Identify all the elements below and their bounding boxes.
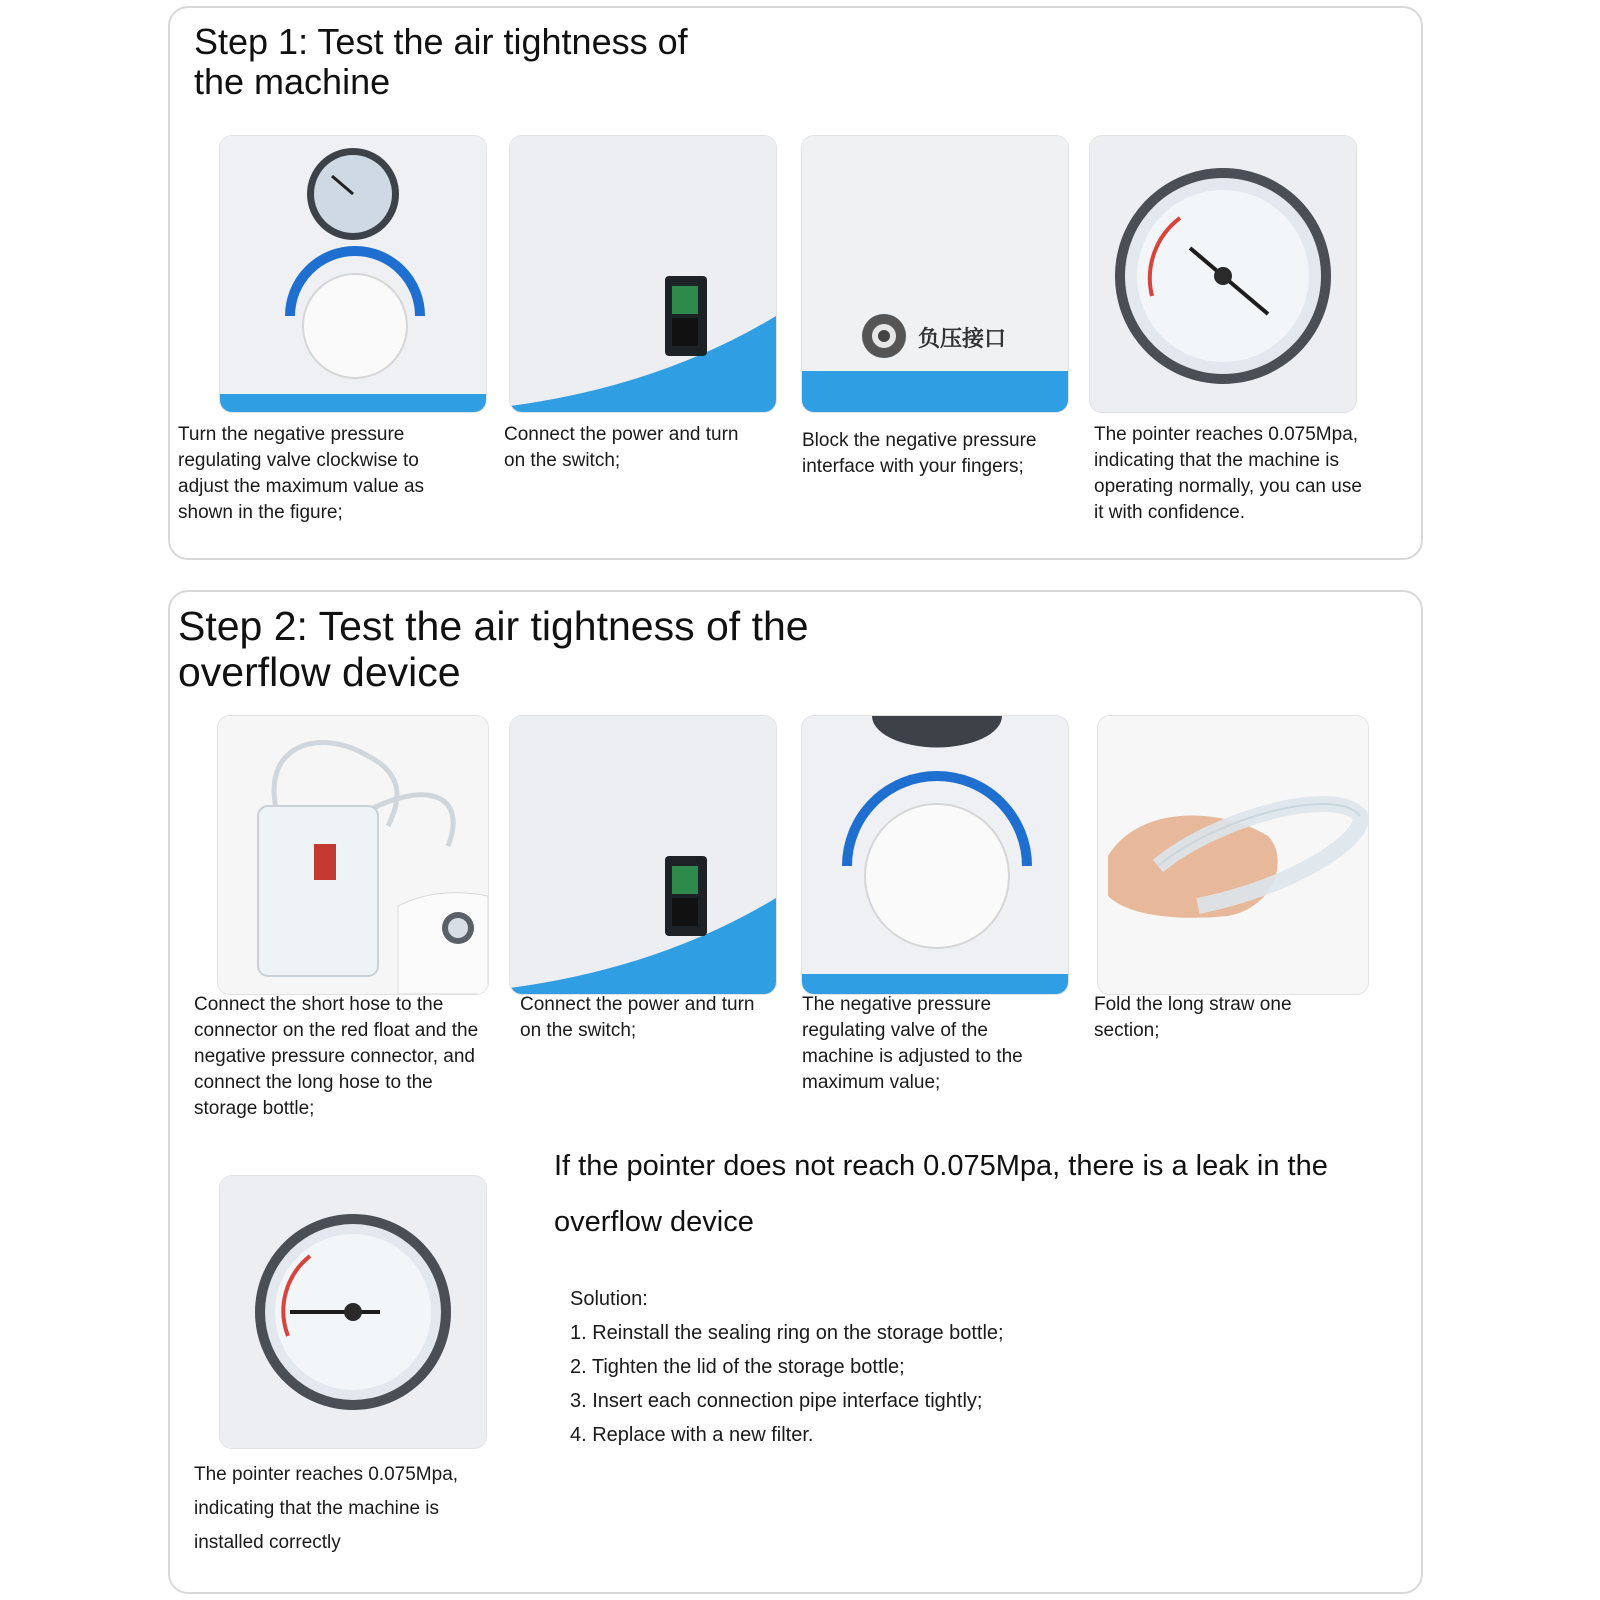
step1-photo-gauge-knob: [220, 136, 486, 412]
caption-line: regulating valve clockwise to: [178, 450, 419, 471]
leak-note: [554, 1138, 1414, 1250]
vacuum-gauge-icon: [1090, 136, 1356, 412]
valve-knob-icon: [802, 716, 1068, 994]
caption-line: Connect the power and turn: [520, 994, 755, 1015]
caption-line: Turn the negative pressure: [178, 424, 405, 445]
step1-caption-3: [802, 428, 1036, 480]
caption-line: interface with your fingers;: [802, 456, 1024, 477]
caption-line: connect the long hose to the: [194, 1072, 433, 1093]
vacuum-gauge-icon: [220, 1176, 486, 1448]
caption-line: negative pressure connector, and: [194, 1046, 475, 1067]
caption-line: The pointer reaches 0.075Mpa,: [194, 1464, 459, 1485]
step2-caption-2: [520, 992, 755, 1044]
caption-line: Connect the power and turn: [504, 424, 739, 445]
solution-heading: Solution:: [570, 1288, 648, 1310]
power-switch-icon: [510, 716, 776, 994]
step1-photo-vacuum-gauge: [1090, 136, 1356, 412]
caption-line: shown in the figure;: [178, 502, 343, 523]
interface-label: 负压接口: [918, 326, 1007, 351]
caption-line: on the switch;: [504, 450, 621, 471]
caption-line: regulating valve of the: [802, 1020, 988, 1041]
negative-pressure-interface-icon: [802, 136, 1068, 412]
step2-result-caption: [194, 1458, 458, 1560]
step2-photo-storage-bottle: [218, 716, 488, 994]
solution-step: 4. Replace with a new filter.: [570, 1424, 814, 1446]
step1-title-line-2: the machine: [194, 61, 391, 103]
pressure-gauge-and-valve-knob-icon: [220, 136, 486, 412]
caption-line: it with confidence.: [1094, 502, 1246, 523]
caption-line: The negative pressure: [802, 994, 992, 1015]
step2-photo-folded-straw: [1098, 716, 1368, 994]
step1-photo-interface: [802, 136, 1068, 412]
step1-title: [194, 22, 894, 103]
step2-panel: [168, 590, 1423, 1594]
caption-line: Fold the long straw one: [1094, 994, 1292, 1015]
step1-title-line-1: Step 1: Test the air tightness of: [194, 21, 688, 62]
caption-line: maximum value;: [802, 1072, 941, 1093]
leak-note-line-1: If the pointer does not reach 0.075Mpa, there is a leak in the: [554, 1150, 1328, 1182]
leak-note-line-2: overflow device: [554, 1206, 754, 1238]
solution-step: 3. Insert each connection pipe interface tightly;: [570, 1390, 983, 1412]
step2-photo-power-switch: [510, 716, 776, 994]
caption-line: connector on the red float and the: [194, 1020, 479, 1041]
caption-line: indicating that the machine is: [1094, 450, 1340, 471]
step2-title: [178, 604, 1078, 696]
step2-title-line-2: overflow device: [178, 648, 461, 695]
step1-caption-1: [178, 422, 424, 526]
step2-caption-1: [194, 992, 478, 1122]
step2-caption-4: [1094, 992, 1292, 1044]
step1-panel: [168, 6, 1423, 560]
step2-caption-3: [802, 992, 1023, 1096]
power-switch-icon: [510, 136, 776, 412]
step2-photo-result-gauge: [220, 1176, 486, 1448]
caption-line: machine is adjusted to the: [802, 1046, 1023, 1067]
step1-caption-4: [1094, 422, 1362, 526]
caption-line: Connect the short hose to the: [194, 994, 444, 1015]
step1-photo-power-switch: [510, 136, 776, 412]
caption-line: section;: [1094, 1020, 1160, 1041]
caption-line: adjust the maximum value as: [178, 476, 425, 497]
caption-line: Block the negative pressure: [802, 430, 1037, 451]
caption-line: operating normally, you can use: [1094, 476, 1362, 497]
solution-list: [570, 1282, 1004, 1452]
caption-line: storage bottle;: [194, 1098, 315, 1119]
caption-line: indicating that the machine is: [194, 1498, 440, 1519]
caption-line: installed correctly: [194, 1532, 341, 1553]
step2-title-line-1: Step 2: Test the air tightness of the: [178, 603, 809, 649]
step2-photo-valve-knob: [802, 716, 1068, 994]
step1-caption-2: [504, 422, 739, 474]
caption-line: The pointer reaches 0.075Mpa,: [1094, 424, 1359, 445]
folded-straw-in-hand-icon: [1098, 716, 1368, 994]
solution-step: 2. Tighten the lid of the storage bottle;: [570, 1356, 905, 1378]
caption-line: on the switch;: [520, 1020, 637, 1041]
storage-bottle-with-hoses-icon: [218, 716, 488, 994]
solution-step: 1. Reinstall the sealing ring on the storage bottle;: [570, 1322, 1004, 1344]
